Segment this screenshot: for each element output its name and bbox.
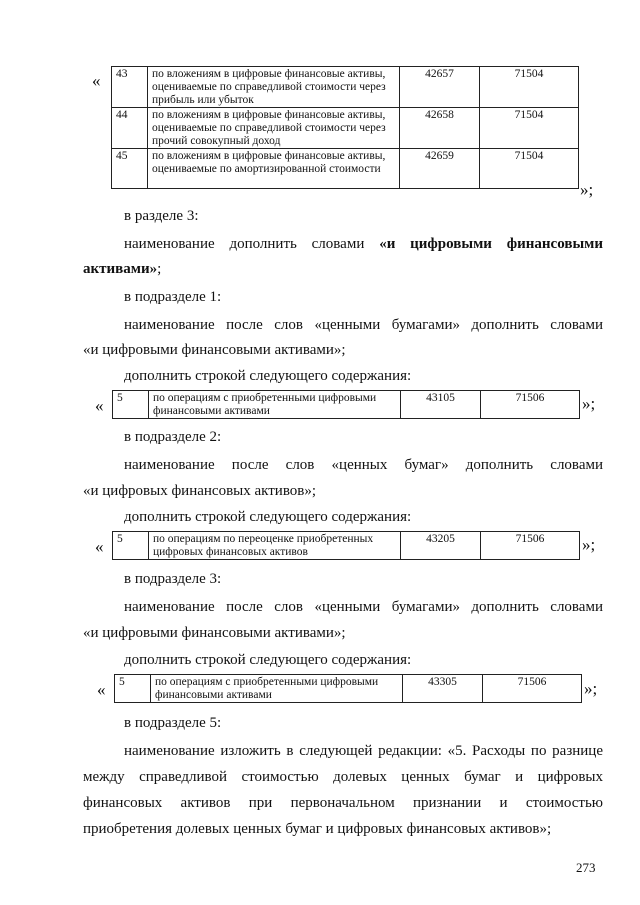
table-row	[112, 108, 579, 149]
row-number: 43	[112, 67, 148, 108]
table-row	[113, 532, 580, 560]
row-code-1: 42658	[400, 108, 480, 149]
row-text: по вложениям в цифровые финансовые активы, оцениваемые по амортизированной стоимости	[148, 149, 400, 189]
paragraph-text: наименование дополнить словами	[124, 236, 365, 252]
paragraph-subsection-5: в подразделе 5:	[124, 715, 222, 731]
row-text: по вложениям в цифровые финансовые активы, оцениваемые по справедливой стоимости через прочий совокупный доход	[148, 108, 400, 149]
page-number: 273	[576, 860, 596, 875]
paragraph-text: наименование после слов «ценными бумагами» дополнить словами	[124, 317, 603, 333]
open-quote: «	[92, 71, 101, 90]
paragraph-subsection-3: в подразделе 3:	[124, 571, 222, 587]
paragraph-name-add-cont	[83, 260, 161, 279]
row-number: 44	[112, 108, 148, 149]
paragraph-name-add	[124, 235, 603, 254]
paragraph-text: «и цифровыми финансовыми активами»;	[83, 342, 346, 358]
paragraph-text: между справедливой стоимостью долевых ценных бумаг и цифровых	[83, 769, 603, 785]
row-text: по операциям по переоценке приобретенных цифровых финансовых активов	[149, 532, 401, 560]
row-text: по операциям с приобретенными цифровыми финансовыми активами	[151, 675, 403, 703]
paragraph-text: «и цифровыми финансовыми активами»;	[83, 625, 346, 641]
row-code-1: 43105	[401, 391, 481, 419]
close-quote: »;	[582, 535, 596, 554]
row-text: по вложениям в цифровые финансовые активы, оцениваемые по справедливой стоимости через прибыль или убыток	[148, 67, 400, 108]
open-quote: «	[97, 680, 106, 699]
row-number: 5	[115, 675, 151, 703]
open-quote: «	[95, 396, 104, 415]
paragraph-text: ;	[157, 261, 162, 277]
table-row	[112, 67, 579, 108]
paragraph-text: «и цифровых финансовых активов»;	[83, 483, 317, 499]
paragraph-bold-text: «и цифровыми финансовыми	[379, 236, 604, 252]
paragraph-add-row: дополнить строкой следующего содержания:	[124, 509, 412, 525]
row-number: 45	[112, 149, 148, 189]
row-code-1: 42657	[400, 67, 480, 108]
paragraph-text: финансовых активов при первоначальном признании и стоимостью	[83, 795, 603, 811]
paragraph-bold-text: активами»	[83, 261, 158, 277]
close-quote: »;	[580, 180, 594, 199]
row-text: по операциям с приобретенными цифровыми финансовыми активами	[149, 391, 401, 419]
table-row	[112, 149, 579, 189]
insert-table-2	[112, 531, 580, 560]
close-quote: »;	[584, 679, 598, 698]
row-code-1: 43205	[401, 532, 481, 560]
insert-table-1	[112, 390, 580, 419]
paragraph-subsection-1: в подразделе 1:	[124, 289, 222, 305]
paragraph-add-row: дополнить строкой следующего содержания:	[124, 368, 412, 384]
table-row	[115, 675, 582, 703]
paragraph-section-3: в разделе 3:	[124, 208, 199, 224]
row-code-2: 71504	[480, 108, 579, 149]
paragraph-text: наименование после слов «ценных бумаг» дополнить словами	[124, 457, 603, 473]
paragraph-text: наименование после слов «ценными бумагами» дополнить словами	[124, 599, 603, 615]
row-number: 5	[113, 391, 149, 419]
open-quote: «	[95, 537, 104, 556]
row-code-2: 71504	[480, 67, 579, 108]
row-number: 5	[113, 532, 149, 560]
close-quote: »;	[582, 394, 596, 413]
row-code-2: 71506	[481, 532, 580, 560]
row-code-1: 42659	[400, 149, 480, 189]
paragraph-text: приобретения долевых ценных бумаг и цифровых финансовых активов»;	[83, 821, 552, 837]
insert-table-main	[111, 66, 579, 189]
paragraph-add-row: дополнить строкой следующего содержания:	[124, 652, 412, 668]
row-code-2: 71504	[480, 149, 579, 189]
insert-table-3	[114, 674, 582, 703]
row-code-2: 71506	[483, 675, 582, 703]
paragraph-subsection-2: в подразделе 2:	[124, 429, 222, 445]
row-code-1: 43305	[403, 675, 483, 703]
row-code-2: 71506	[481, 391, 580, 419]
table-row	[113, 391, 580, 419]
paragraph-text: наименование изложить в следующей редакции: «5. Расходы по разнице	[124, 743, 603, 759]
